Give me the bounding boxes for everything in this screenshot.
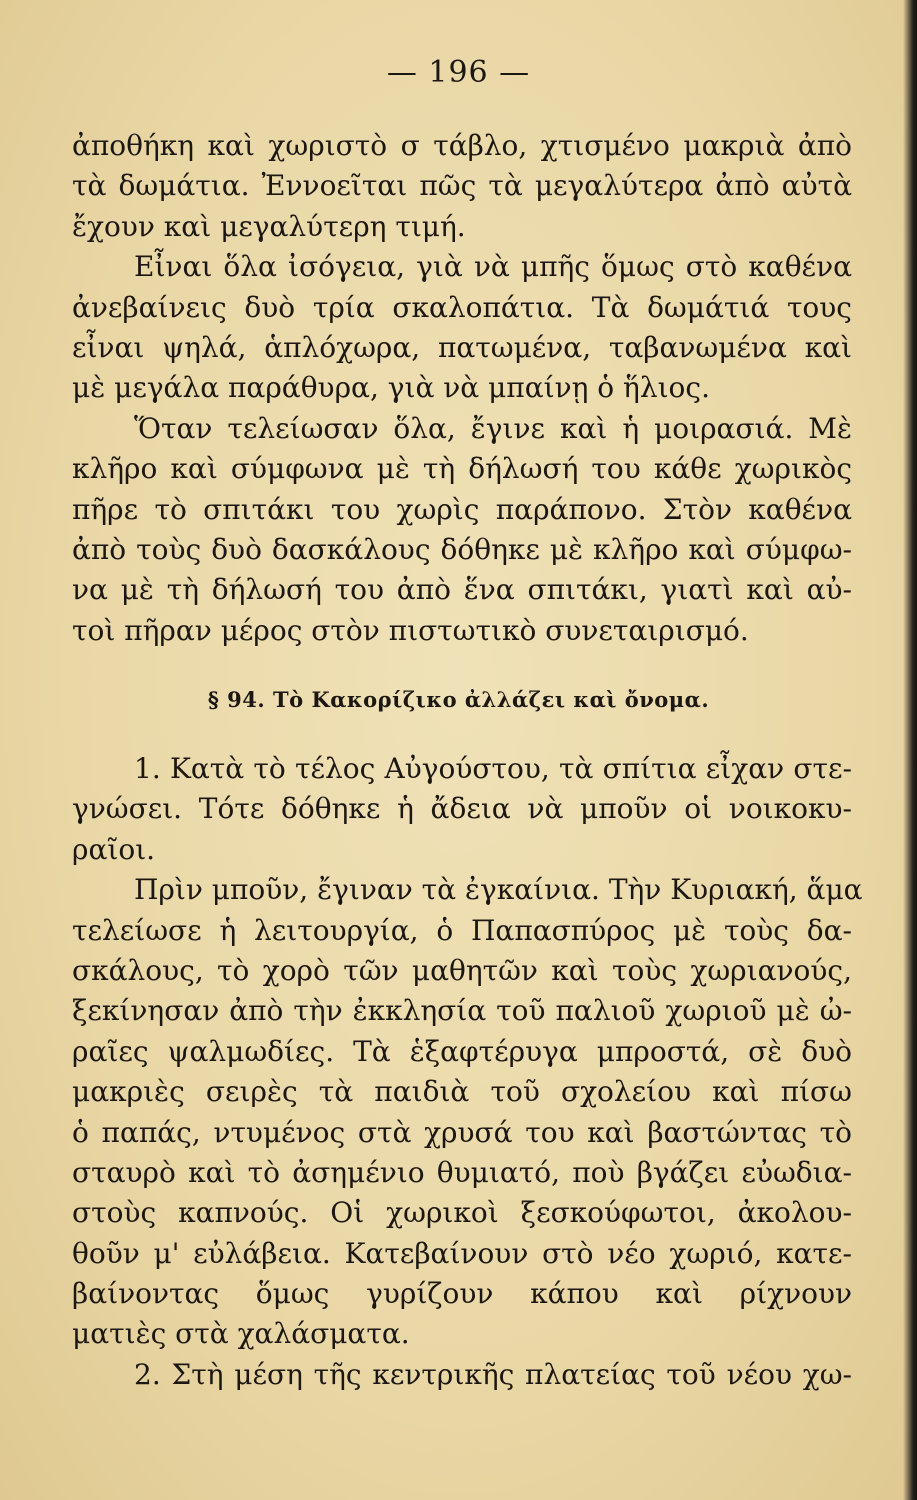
text-line: ἔχουν καὶ μεγαλύτερη τιμή.: [72, 209, 466, 243]
text-line: ματιὲς στὰ χαλάσματα.: [72, 1317, 410, 1351]
text-line: σταυρὸ καὶ τὸ ἀσημένιο θυμιατό, ποὺ βγάζει εὐωδια-: [72, 1155, 852, 1189]
text-block-top: [72, 126, 852, 651]
text-line: 1. Κατὰ τὸ τέλος Αὐγούστου, τὰ σπίτια εἶχαν στε-: [134, 752, 852, 785]
text-line: ραῖες ψαλμωδίες. Τὰ ἑξαφτέρυγα μπροστά, σὲ δυὸ: [72, 1034, 852, 1068]
text-line: ἀποθήκη καὶ χωριστὸ σ τάβλο, χτισμένο μακριὰ ἀπὸ: [72, 129, 852, 162]
text-line: θοῦν μ' εὐλάβεια. Κατεβαίνουν στὸ νέο χωριό, κατε-: [72, 1236, 852, 1270]
text-line: μακριὲς σειρὲς τὰ παιδιὰ τοῦ σχολείου καὶ πίσω: [72, 1075, 852, 1109]
text-line: Ὅταν τελείωσαν ὅλα, ἔγινε καὶ ἡ μοιρασιά. Μὲ: [134, 411, 852, 445]
text-line: τὰ δωμάτια. Ἐννοεῖται πῶς τὰ μεγαλύτερα ἀπὸ αὐτὰ: [72, 169, 852, 203]
text-line: πῆρε τὸ σπιτάκι του χωρὶς παράπονο. Στὸν καθένα: [72, 492, 852, 526]
text-line: στοὺς καπνούς. Οἱ χωρικοὶ ξεσκούφωτοι, ἀκολου-: [72, 1196, 852, 1230]
text-block-bottom: [72, 749, 863, 1395]
text-line: γνώσει. Τότε δόθηκε ἡ ἄδεια νὰ μποῦν οἱ νοικοκυ-: [72, 792, 852, 826]
text-line: τελείωσε ἡ λειτουργία, ὁ Παπασπύρος μὲ τοὺς δα-: [72, 913, 852, 947]
text-line: ἀνεβαίνεις δυὸ τρία σκαλοπάτια. Τὰ δωμάτιά τους: [72, 290, 852, 324]
section-heading: § 94. Τὸ Κακορίζικο ἀλλάζει καὶ ὄνομα.: [207, 687, 710, 712]
text-line: ραῖοι.: [72, 832, 156, 866]
text-line: 2. Στὴ μέση τῆς κεντρικῆς πλατείας τοῦ νέου χω-: [134, 1357, 852, 1391]
text-line: κλῆρο καὶ σύμφωνα μὲ τὴ δήλωσή του κάθε χωρικὸς: [72, 452, 852, 486]
page-number: — 196 —: [386, 55, 531, 90]
text-line: ὁ παπάς, ντυμένος στὰ χρυσά του καὶ βαστώντας τὸ: [72, 1115, 852, 1149]
page-edge-shadow: [903, 0, 917, 1500]
text-line: βαίνοντας ὅμως γυρίζουν κάπου καὶ ρίχνουν: [72, 1277, 852, 1311]
text-line: ξεκίνησαν ἀπὸ τὴν ἐκκλησία τοῦ παλιοῦ χωριοῦ μὲ ὠ-: [72, 994, 852, 1028]
text-line: ἀπὸ τοὺς δυὸ δασκάλους δόθηκε μὲ κλῆρο καὶ σύμφω-: [72, 532, 852, 566]
text-line: σκάλους, τὸ χορὸ τῶν μαθητῶν καὶ τοὺς χωριανούς,: [72, 953, 852, 987]
text-line: μὲ μεγάλα παράθυρα, γιὰ νὰ μπαίνῃ ὁ ἥλιος.: [72, 371, 710, 405]
text-line: εἶναι ψηλά, ἁπλόχωρα, πατωμένα, ταβανωμένα καὶ: [72, 330, 852, 364]
text-line: Πρὶν μποῦν, ἔγιναν τὰ ἐγκαίνια. Τὴν Κυριακή, ἅμα: [134, 873, 863, 907]
text-line: τοὶ πῆραν μέρος στὸν πιστωτικὸ συνεταιρισμό.: [72, 613, 749, 647]
text-line: Εἶναι ὅλα ἰσόγεια, γιὰ νὰ μπῆς ὅμως στὸ καθένα: [134, 250, 852, 284]
text-line: να μὲ τὴ δήλωσή του ἀπὸ ἕνα σπιτάκι, γιατὶ καὶ αὐ-: [72, 573, 852, 607]
